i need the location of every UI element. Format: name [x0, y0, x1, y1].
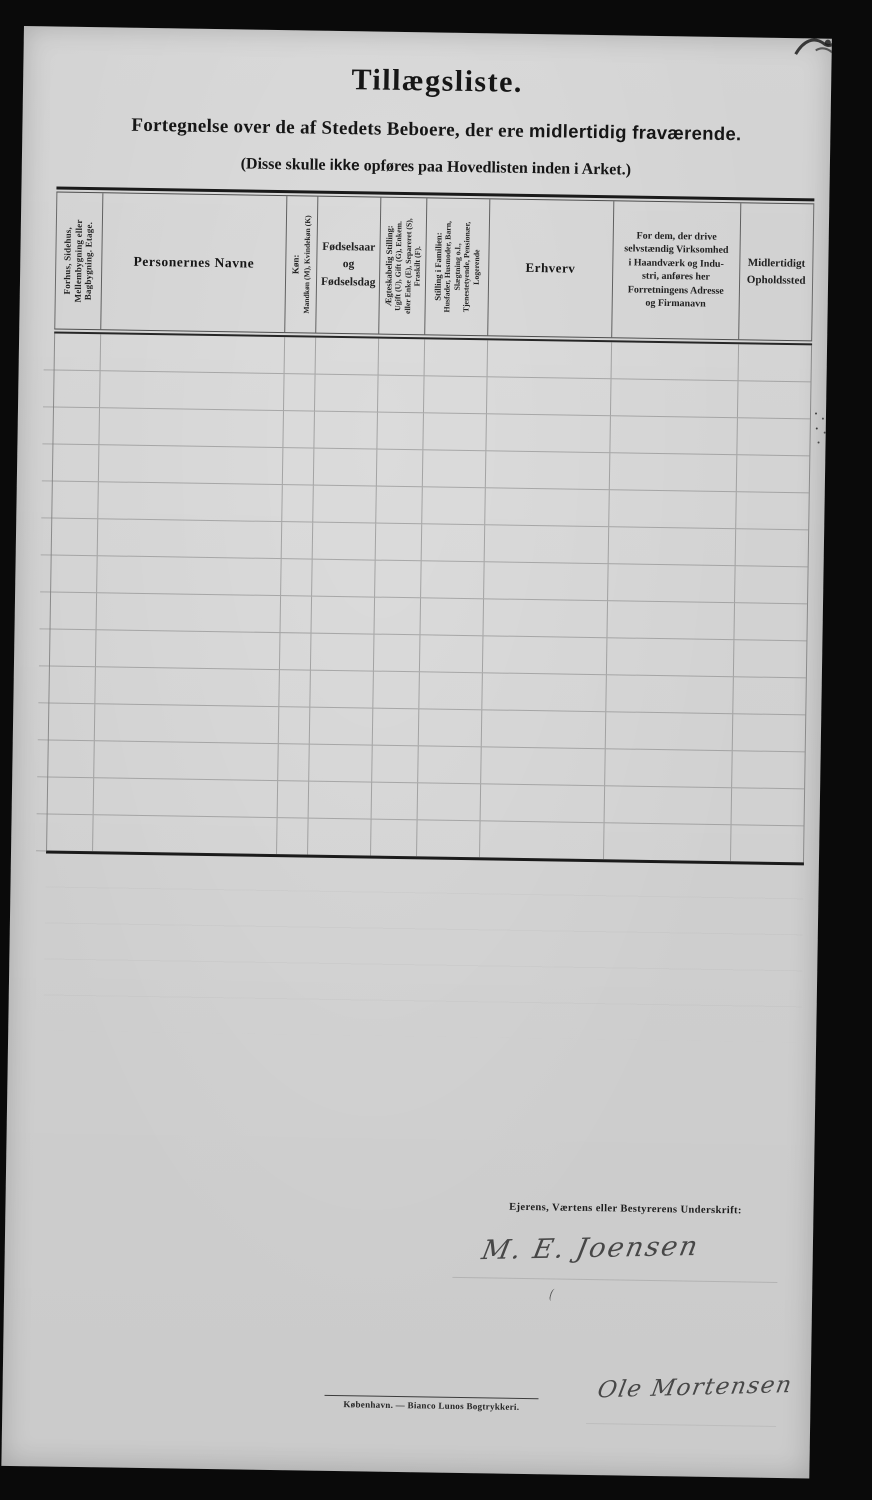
column-header-business-address	[612, 201, 742, 339]
empty-cell	[316, 338, 379, 375]
column-header-residence-label: Midlertidigt Opholdssted	[746, 256, 806, 287]
empty-cell	[51, 592, 97, 629]
empty-cell	[51, 556, 97, 593]
empty-cell	[733, 714, 805, 751]
empty-cell	[98, 482, 283, 521]
empty-cell	[93, 815, 278, 854]
empty-cell	[53, 445, 99, 482]
empty-cell	[311, 634, 374, 671]
column-header-occupation-label: Erhverv	[525, 259, 576, 276]
empty-cell	[313, 523, 376, 560]
empty-cell	[737, 455, 809, 492]
empty-cell	[309, 745, 372, 782]
empty-cell	[732, 751, 804, 788]
empty-cell	[731, 825, 803, 862]
empty-cell	[604, 786, 732, 824]
column-header-building-label: Forhus, Sidehus, Mellembygning eller Bagbygning. Etage.	[62, 219, 95, 303]
census-table	[46, 187, 814, 866]
empty-cell	[54, 371, 100, 408]
empty-cell	[48, 740, 94, 777]
empty-cell	[279, 707, 310, 743]
subtitle-emphasis: midlertidig fraværende.	[528, 119, 742, 145]
column-header-birth-label: Fødselsaar og Fødselsdag	[320, 240, 376, 289]
scanned-census-form	[1, 26, 832, 1479]
empty-cell	[312, 597, 375, 634]
empty-cell	[371, 820, 417, 857]
empty-cell	[421, 561, 484, 598]
empty-cell	[50, 629, 96, 666]
empty-cell	[376, 487, 422, 524]
empty-cell	[610, 416, 738, 454]
empty-cell	[480, 784, 604, 822]
empty-cell	[284, 411, 315, 447]
column-header-building	[55, 193, 103, 330]
empty-cell	[422, 487, 485, 524]
empty-cell	[309, 782, 372, 819]
ink-smudge	[794, 34, 832, 61]
table-header-row	[54, 193, 814, 341]
empty-cell	[283, 448, 314, 484]
empty-cell	[484, 562, 608, 600]
column-header-family-position	[425, 198, 490, 335]
table-body	[46, 334, 812, 863]
signature-label: Ejerens, Værtens eller Bestyrerens Underskrift:	[509, 1201, 742, 1217]
empty-cell	[280, 633, 311, 669]
empty-cell	[483, 599, 607, 637]
empty-cell	[94, 741, 279, 780]
column-header-sex-label: Mandkøn (M), Kvindekøn (K)	[301, 215, 313, 314]
empty-cell	[372, 746, 418, 783]
empty-cell	[315, 412, 378, 449]
column-header-names-label: Personernes Navne	[133, 253, 255, 271]
empty-cell	[735, 566, 807, 603]
empty-cell	[607, 601, 735, 639]
empty-cell	[310, 708, 373, 745]
empty-cell	[96, 593, 281, 632]
empty-cell	[375, 561, 421, 598]
empty-cell	[605, 712, 733, 750]
empty-cell	[284, 374, 315, 410]
empty-cell	[94, 778, 279, 817]
empty-cell	[606, 675, 734, 713]
empty-cell	[608, 564, 736, 602]
empty-cell	[374, 635, 420, 672]
column-header-business-label: For dem, der drive selvstændig Virksomhed i Haandværk og Indu- stri, anføres her Forretningens Adresse og Firmanavn	[624, 230, 729, 310]
empty-cell	[482, 673, 606, 711]
note-emphasis: ikke	[329, 156, 360, 175]
empty-cell	[379, 339, 425, 376]
empty-cell	[314, 486, 377, 523]
empty-cell	[308, 819, 371, 856]
empty-cell	[282, 522, 313, 558]
empty-cell	[605, 749, 733, 787]
empty-cell	[373, 709, 419, 746]
empty-cell	[487, 377, 611, 415]
empty-cell	[606, 638, 734, 676]
empty-cell	[49, 666, 95, 703]
printer-imprint: København. — Bianco Lunos Bogtrykkeri.	[324, 1395, 538, 1412]
empty-cell	[47, 814, 93, 851]
empty-cell	[312, 560, 375, 597]
empty-cell	[610, 379, 738, 417]
column-header-sex-title: Køn:	[290, 254, 301, 275]
empty-cell	[738, 381, 810, 418]
empty-cell	[378, 413, 424, 450]
empty-cell	[285, 337, 316, 373]
empty-cell	[420, 635, 483, 672]
empty-cell	[419, 709, 482, 746]
column-header-birth	[317, 197, 382, 334]
column-header-temporary-residence	[739, 203, 813, 340]
column-header-family-label: Husfader, Husmoder, Barn, Slægtning o.l., Tjenestetyende, Pensionær, Logerende	[442, 220, 482, 313]
empty-cell	[739, 344, 811, 381]
empty-cell	[376, 524, 422, 561]
empty-cell	[52, 519, 98, 556]
empty-cell	[736, 529, 808, 566]
empty-cell	[373, 672, 419, 709]
empty-cell	[95, 704, 280, 743]
owner-signature-handwriting: M. E. Joensen	[479, 1231, 702, 1267]
empty-cell	[372, 783, 418, 820]
faded-ruling-lines	[43, 850, 804, 1042]
empty-cell	[423, 413, 486, 450]
empty-cell	[98, 519, 283, 558]
empty-cell	[99, 445, 284, 484]
empty-cell	[378, 376, 424, 413]
empty-cell	[611, 342, 739, 380]
empty-cell	[487, 340, 611, 378]
empty-cell	[733, 677, 805, 714]
empty-cell	[422, 524, 485, 561]
empty-cell	[315, 375, 378, 412]
empty-cell	[278, 781, 309, 817]
column-header-marital-label: Ugift (U), Gift (G), Enkem. eller Enke (E), Separeret (S), Fraskilt (F).	[393, 218, 423, 314]
empty-cell	[99, 408, 284, 447]
empty-cell	[277, 818, 308, 854]
official-signature-handwriting: Ole Mortensen	[595, 1372, 795, 1404]
note-text-suffix: opføres paa Hovedlisten inden i Arket.)	[359, 157, 632, 179]
page-title: Tillægsliste.	[351, 63, 524, 99]
empty-cell	[481, 747, 605, 785]
empty-cell	[424, 376, 487, 413]
empty-cell	[483, 636, 607, 674]
empty-cell	[314, 449, 377, 486]
empty-cell	[100, 371, 285, 410]
column-header-family-title: Stilling i Familien:	[432, 232, 444, 301]
empty-cell	[311, 671, 374, 708]
empty-cell	[55, 334, 101, 371]
empty-cell	[421, 598, 484, 635]
column-header-marital-title: Ægteskabelig Stilling:	[382, 225, 395, 307]
page-note	[57, 153, 815, 183]
empty-cell	[486, 414, 610, 452]
stray-pen-mark	[549, 1288, 558, 1302]
empty-cell	[377, 450, 423, 487]
column-header-marital-status	[379, 198, 427, 335]
empty-cell	[52, 482, 98, 519]
empty-cell	[735, 603, 807, 640]
signature-line	[452, 1277, 777, 1283]
empty-cell	[425, 339, 488, 376]
column-header-occupation	[488, 199, 614, 337]
column-header-sex	[286, 196, 319, 332]
paper-specks	[815, 412, 817, 414]
empty-cell	[736, 492, 808, 529]
empty-cell	[279, 744, 310, 780]
column-header-names	[101, 193, 288, 332]
empty-cell	[97, 556, 282, 595]
empty-cell	[418, 783, 481, 820]
empty-cell	[419, 672, 482, 709]
empty-cell	[480, 821, 604, 859]
empty-cell	[417, 820, 480, 857]
empty-cell	[732, 788, 804, 825]
empty-cell	[375, 598, 421, 635]
empty-cell	[48, 777, 94, 814]
empty-cell	[486, 451, 610, 489]
empty-cell	[418, 746, 481, 783]
empty-cell	[49, 703, 95, 740]
empty-cell	[423, 450, 486, 487]
subtitle-text: Fortegnelse over de af Stedets Beboere, der ere	[131, 114, 530, 142]
empty-cell	[280, 670, 311, 706]
empty-cell	[283, 485, 314, 521]
empty-cell	[484, 525, 608, 563]
page-subtitle	[57, 113, 815, 148]
empty-cell	[281, 559, 312, 595]
empty-cell	[53, 408, 99, 445]
note-text-prefix: (Disse skulle	[240, 155, 330, 174]
empty-cell	[603, 823, 731, 861]
empty-cell	[609, 490, 737, 528]
empty-cell	[96, 630, 281, 669]
empty-cell	[734, 640, 806, 677]
empty-cell	[609, 453, 737, 491]
empty-cell	[738, 418, 810, 455]
empty-cell	[100, 334, 285, 373]
empty-cell	[95, 667, 280, 706]
empty-cell	[482, 710, 606, 748]
empty-cell	[485, 488, 609, 526]
footer-signature-line	[586, 1423, 776, 1427]
empty-cell	[281, 596, 312, 632]
empty-cell	[608, 527, 736, 565]
